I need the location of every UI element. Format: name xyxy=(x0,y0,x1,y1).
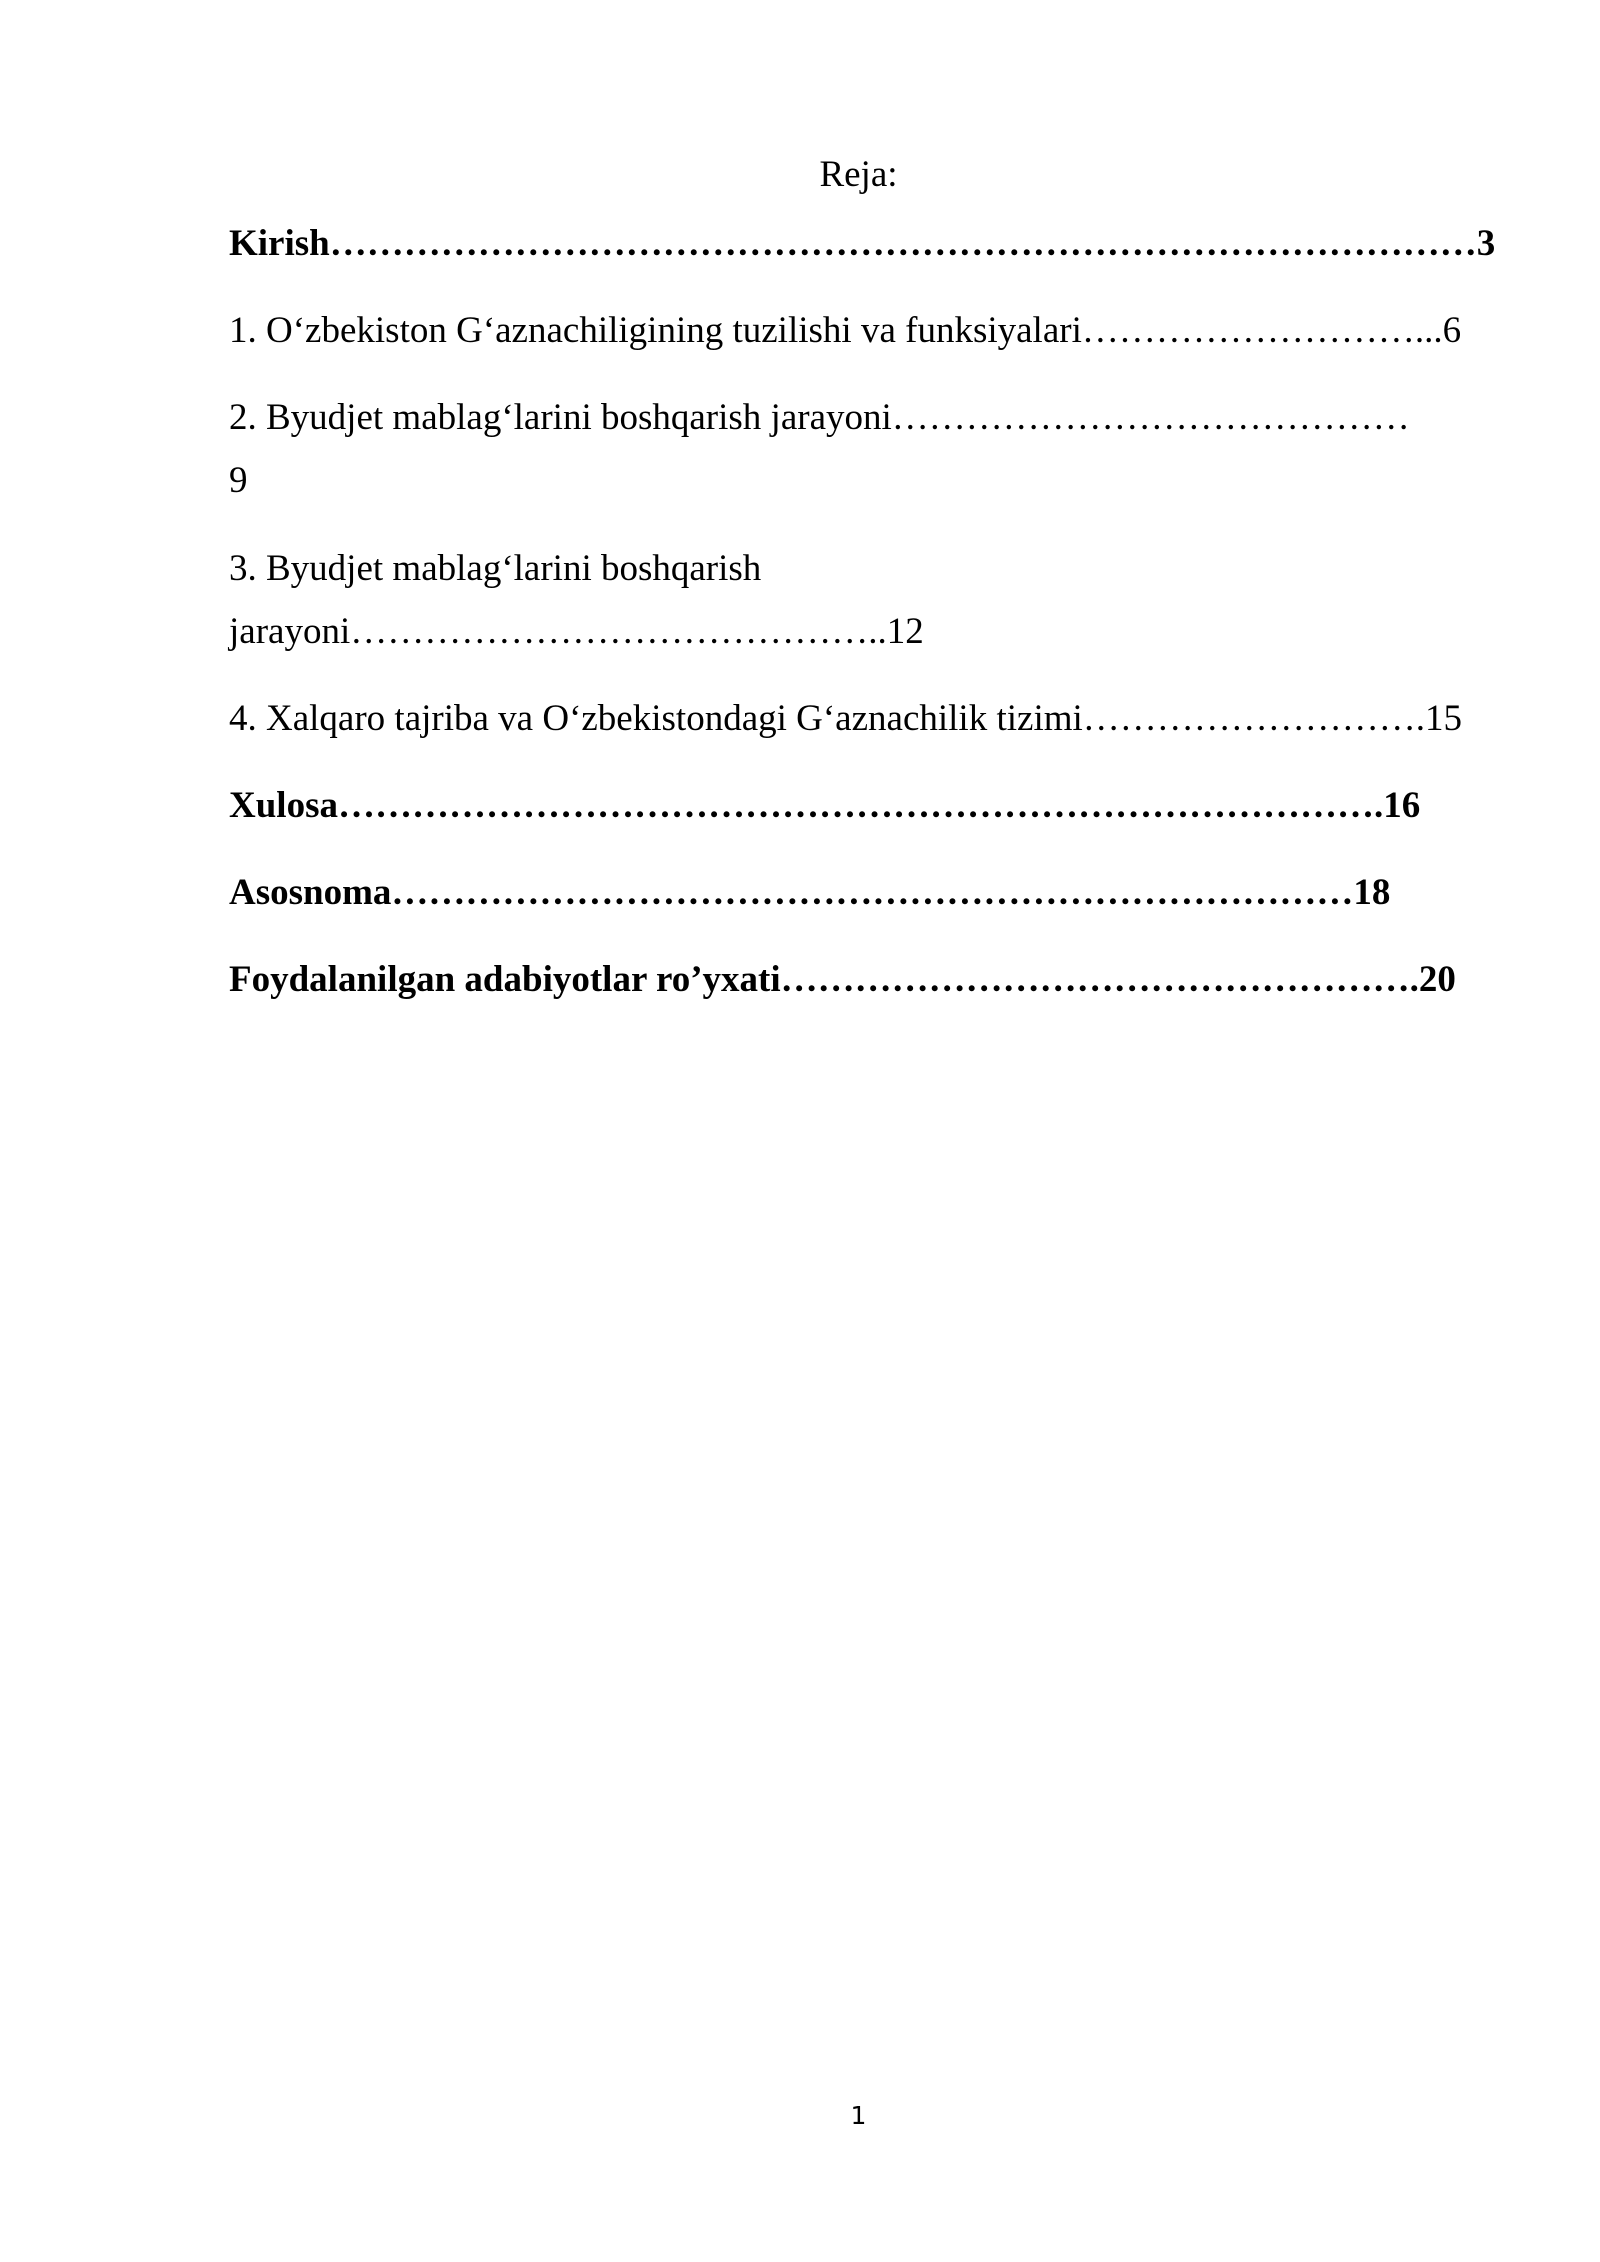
page-title: Reja: xyxy=(819,154,898,195)
toc-entry-asosnoma: Asosnoma……………………………………………………………………18 xyxy=(229,872,1391,913)
toc-entry-xulosa: Xulosa………………………………………………………………………….16 xyxy=(229,785,1421,826)
toc-entry-adabiyotlar: Foydalanilgan adabiyotlar ro’yxati…………………………………………….20 xyxy=(229,959,1456,1000)
toc-entry-kirish: Kirish…………………………………………………………………………………3 xyxy=(229,223,1496,264)
toc-entry-1: 1. O‘zbekiston G‘aznachiligining tuzilishi va funksiyalari………………………...6 xyxy=(229,310,1462,351)
page-number: 1 xyxy=(850,2101,867,2130)
toc-entry-4: 4. Xalqaro tajriba va O‘zbekistondagi G‘aznachilik tizimi……………………….15 xyxy=(229,698,1463,739)
toc-entry-3: 3. Byudjet mablag‘larini boshqarish xyxy=(229,548,762,589)
toc-entry-2: 2. Byudjet mablag‘larini boshqarish jarayoni…………………………………… xyxy=(229,397,1410,438)
toc-entry-3-continued: jarayoni……………………………………..12 xyxy=(229,611,924,652)
toc-entry-2-page: 9 xyxy=(229,460,248,501)
